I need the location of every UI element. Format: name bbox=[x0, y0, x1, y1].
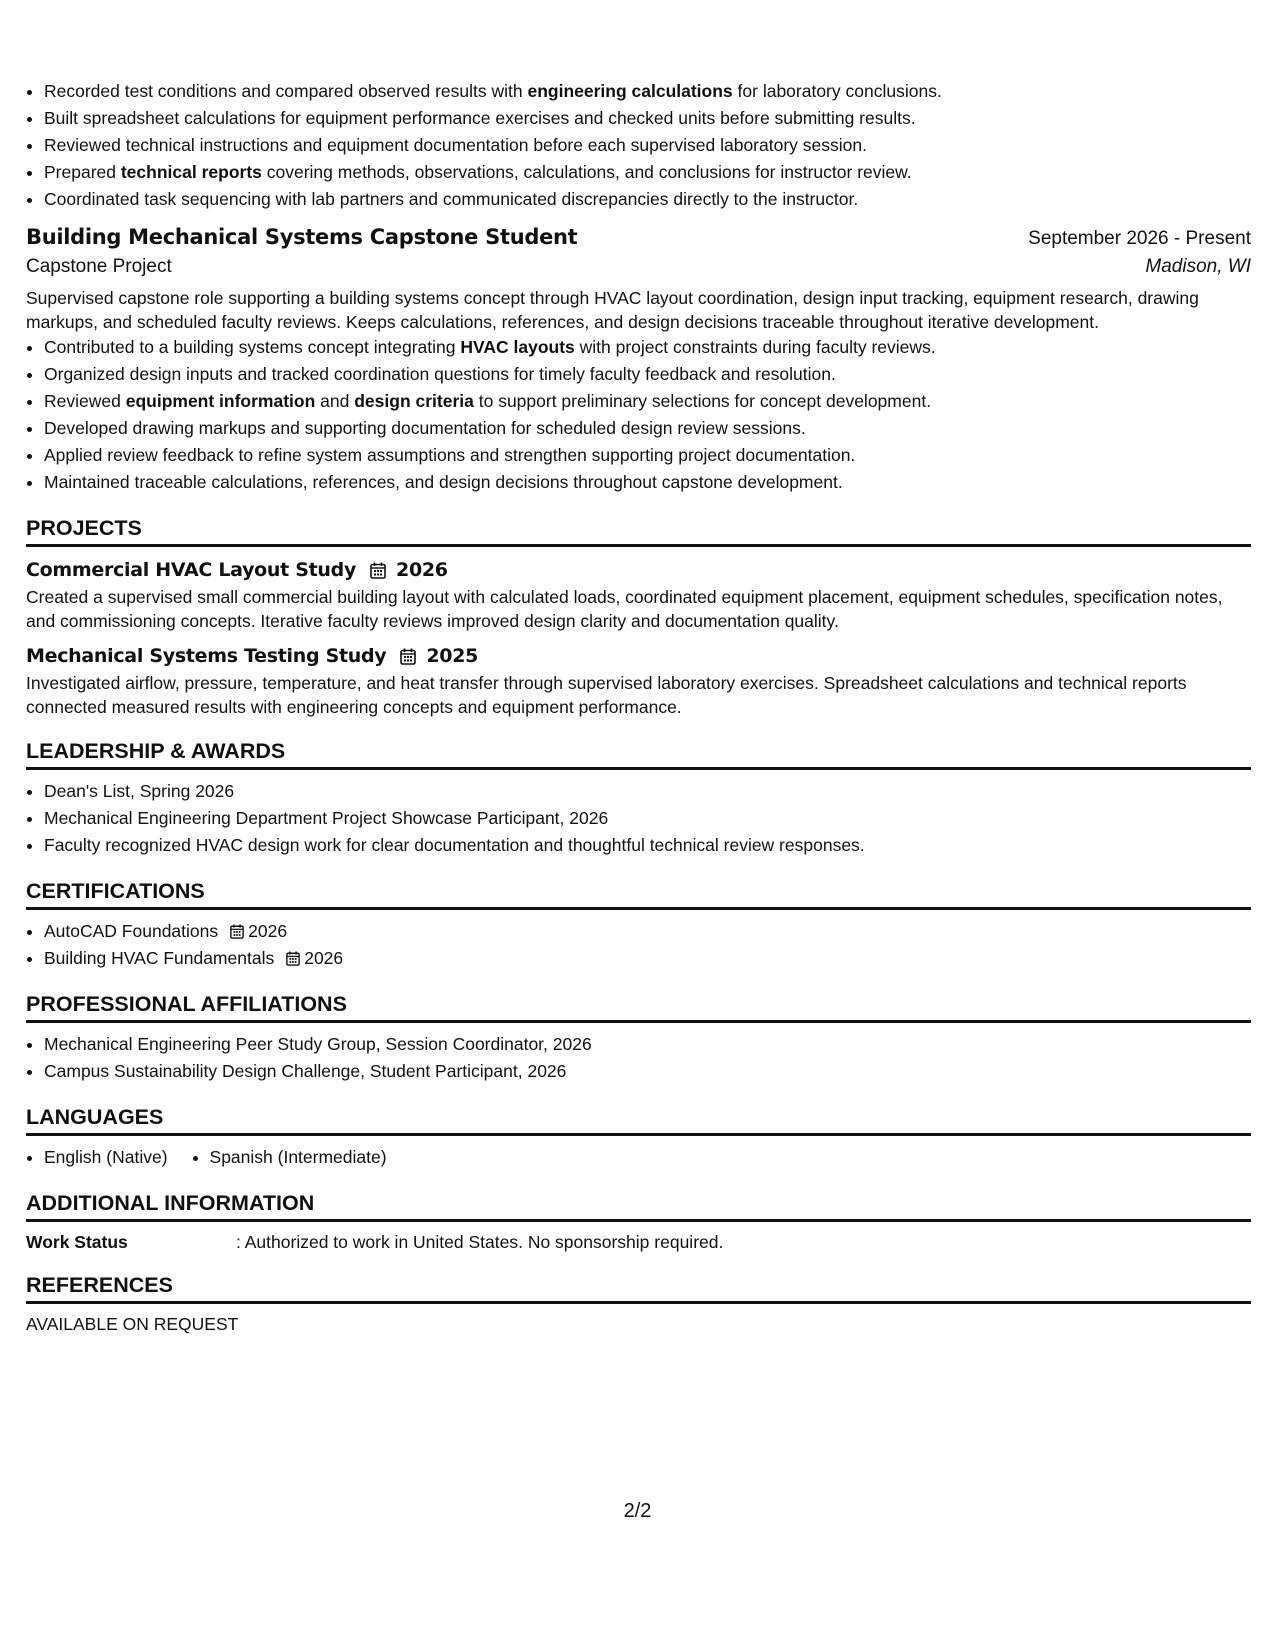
work-status-label: Work Status bbox=[26, 1232, 128, 1252]
page-number: 2/2 bbox=[623, 1500, 652, 1522]
list-item: • Contributed to a building systems concept integrating HVAC layouts with project constraints during faculty reviews. bbox=[44, 334, 1251, 361]
capstone-header bbox=[26, 225, 1251, 250]
calendar-icon bbox=[370, 562, 386, 579]
list-item: • Organized design inputs and tracked coordination questions for timely faculty feedback and resolution. bbox=[44, 361, 1251, 388]
job-organization: Capstone Project bbox=[26, 256, 172, 277]
awards-list bbox=[26, 778, 1251, 859]
project-title: Mechanical Systems Testing Study bbox=[26, 645, 387, 667]
job-date: September 2026 - Present bbox=[1028, 228, 1251, 249]
calendar-icon bbox=[286, 951, 300, 966]
project-year: 2026 bbox=[396, 559, 448, 581]
section-title-awards: LEADERSHIP & AWARDS bbox=[26, 739, 1251, 770]
project-year: 2025 bbox=[426, 645, 479, 667]
project-header bbox=[26, 559, 1251, 581]
list-item: • Campus Sustainability Design Challenge, Student Participant, 2026 bbox=[44, 1058, 1251, 1085]
work-status-row bbox=[26, 1232, 1251, 1253]
list-item: • Building HVAC Fundamentals 2026 bbox=[44, 945, 1251, 972]
list-item: • Reviewed technical instructions and equipment documentation before each supervised laboratory session. bbox=[44, 132, 1251, 159]
section-title-additional-information: ADDITIONAL INFORMATION bbox=[26, 1191, 1251, 1222]
list-item: • English (Native) bbox=[44, 1144, 168, 1171]
calendar-icon bbox=[230, 924, 244, 939]
list-item: • Developed drawing markups and supporting documentation for scheduled design review sessions. bbox=[44, 415, 1251, 442]
list-item: • Recorded test conditions and compared observed results with engineering calculations for laboratory conclusions. bbox=[44, 78, 1251, 105]
list-item: • Dean's List, Spring 2026 bbox=[44, 778, 1251, 805]
section-title-affiliations: PROFESSIONAL AFFILIATIONS bbox=[26, 992, 1251, 1023]
section-title-references: REFERENCES bbox=[26, 1273, 1251, 1304]
project-title: Commercial HVAC Layout Study bbox=[26, 559, 357, 581]
section-title-certifications: CERTIFICATIONS bbox=[26, 879, 1251, 910]
list-item: • Mechanical Engineering Peer Study Group, Session Coordinator, 2026 bbox=[44, 1031, 1251, 1058]
project-description: Created a supervised small commercial building layout with calculated loads, coordinated equipment placement, equipment schedules, specification notes, and commissioning concepts. Iterative faculty reviews improved design clarity and documentation quality. bbox=[26, 587, 1223, 631]
job-location: Madison, WI bbox=[1145, 256, 1251, 277]
resume-page-2 bbox=[26, 78, 1251, 1335]
list-item: • AutoCAD Foundations 2026 bbox=[44, 918, 1251, 945]
list-item: • Coordinated task sequencing with lab partners and communicated discrepancies directly to the instructor. bbox=[44, 186, 1251, 213]
list-item: • Mechanical Engineering Department Project Showcase Participant, 2026 bbox=[44, 805, 1251, 832]
list-item: • Prepared technical reports covering methods, observations, calculations, and conclusions for instructor review. bbox=[44, 159, 1251, 186]
languages-list bbox=[26, 1144, 1251, 1171]
list-item: • Built spreadsheet calculations for equipment performance exercises and checked units before submitting results. bbox=[44, 105, 1251, 132]
project-header bbox=[26, 645, 1251, 667]
job-title: Building Mechanical Systems Capstone Student bbox=[26, 225, 578, 249]
section-title-projects: PROJECTS bbox=[26, 516, 1251, 547]
calendar-icon bbox=[400, 648, 416, 665]
work-status-value: : Authorized to work in United States. No sponsorship required. bbox=[236, 1232, 724, 1252]
capstone-subheader bbox=[26, 256, 1251, 278]
certifications-list bbox=[26, 918, 1251, 972]
capstone-bullets bbox=[26, 334, 1251, 496]
references-text: AVAILABLE ON REQUEST bbox=[26, 1314, 239, 1334]
list-item: • Maintained traceable calculations, references, and design decisions throughout capstone development. bbox=[44, 469, 1251, 496]
section-title-languages: LANGUAGES bbox=[26, 1105, 1251, 1136]
list-item: • Spanish (Intermediate) bbox=[210, 1144, 387, 1171]
affiliations-list bbox=[26, 1031, 1251, 1085]
list-item: • Faculty recognized HVAC design work for clear documentation and thoughtful technical review responses. bbox=[44, 832, 1251, 859]
previous-job-bullets bbox=[26, 78, 1251, 213]
project-description: Investigated airflow, pressure, temperature, and heat transfer through supervised laboratory exercises. Spreadsheet calculations and technical reports connected measured results with engineering concepts and equipment performance. bbox=[26, 673, 1187, 717]
job-description: Supervised capstone role supporting a building systems concept through HVAC layout coordination, design input tracking, equipment research, drawing markups, and scheduled faculty reviews. Keeps calculations, references, and design decisions traceable throughout iterative development. bbox=[26, 288, 1199, 332]
list-item: • Reviewed equipment information and design criteria to support preliminary selections for concept development. bbox=[44, 388, 1251, 415]
list-item: • Applied review feedback to refine system assumptions and strengthen supporting project documentation. bbox=[44, 442, 1251, 469]
